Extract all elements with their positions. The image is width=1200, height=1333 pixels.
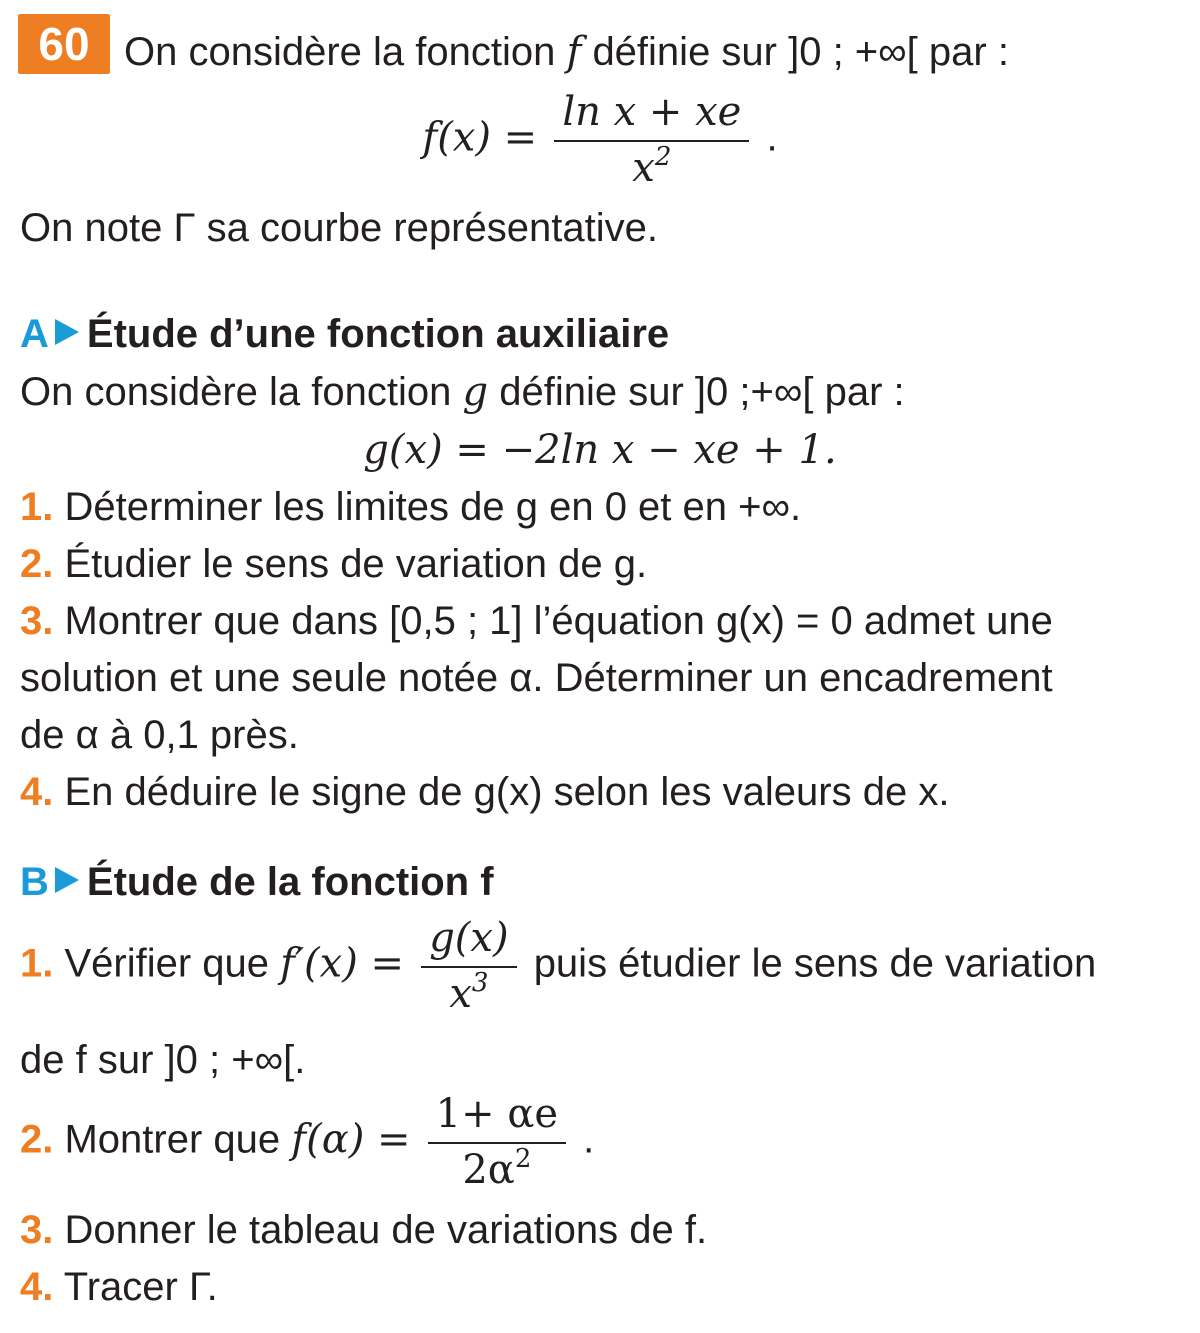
f-definition-end: . [766, 115, 778, 160]
section-a-letter: A [20, 312, 49, 356]
question-text-post: . [583, 1117, 595, 1162]
g-definition [0, 427, 1200, 473]
f-alpha-denominator-base: 2α [462, 1147, 515, 1193]
derivative-numerator: g(x) [421, 918, 516, 968]
f-alpha-denominator [428, 1144, 566, 1193]
triangle-arrow-icon [55, 319, 79, 345]
question-text: Étudier le sens de variation de g. [64, 542, 648, 586]
question-text-post: puis étudier le sens de variation [533, 941, 1097, 986]
question-b1-continued: de f sur ]0 ; +∞[. [20, 1038, 306, 1082]
triangle-arrow-icon [55, 867, 79, 893]
intro-text: On considère la fonction [124, 30, 556, 74]
f-definition-lhs: f(x) = [422, 114, 538, 161]
f-definition [0, 89, 1200, 191]
question-text: Donner le tableau de variations de f. [64, 1208, 708, 1252]
derivative-denominator-exponent: 3 [471, 968, 489, 998]
section-a-title: Étude d’une fonction auxiliaire [86, 312, 670, 356]
question-b2 [20, 1091, 595, 1193]
question-number: 3. [20, 599, 54, 643]
f-definition-fraction [554, 89, 749, 191]
intro-function-name: f [566, 29, 582, 75]
question-number: 4. [20, 770, 54, 814]
derivative-denominator [421, 968, 516, 1017]
f-alpha-fraction [428, 1091, 566, 1193]
f-definition-numerator: ln x + xe [554, 92, 749, 142]
exercise-number-badge: 60 [18, 14, 110, 74]
section-a-intro-function: g [462, 369, 489, 415]
question-text: Tracer Γ. [63, 1265, 218, 1309]
question-number: 2. [20, 1117, 54, 1162]
section-a-intro-post: définie sur ]0 ;+∞[ par : [499, 370, 905, 414]
question-text: En déduire le signe de g(x) selon les valeurs de x. [64, 770, 950, 814]
question-b4 [20, 1267, 218, 1307]
f-denominator-base: x [632, 145, 655, 191]
question-b3 [20, 1210, 707, 1250]
section-b-title: Étude de la fonction f [86, 860, 494, 904]
question-number: 1. [20, 941, 54, 986]
question-a2 [20, 544, 647, 584]
question-b1 [20, 915, 1097, 1017]
question-number: 1. [20, 485, 54, 529]
question-a1 [20, 487, 801, 527]
section-b-heading [20, 862, 494, 902]
derivative-denominator-base: x [449, 971, 472, 1017]
derivative-fraction [421, 915, 516, 1017]
curve-note: On note Γ sa courbe représentative. [20, 206, 658, 250]
question-number: 3. [20, 1208, 54, 1252]
g-definition-formula: g(x) = −2ln x − xe + 1. [363, 427, 837, 473]
f-definition-denominator [554, 142, 749, 191]
question-a3 [20, 601, 1053, 641]
f-denominator-exponent: 2 [654, 142, 672, 172]
derivative-lhs: f′(x) = [280, 940, 405, 987]
question-a3-continued-2: de α à 0,1 près. [20, 713, 299, 757]
f-alpha-lhs: f(α) = [291, 1116, 411, 1163]
intro-domain: définie sur ]0 ; +∞[ par : [592, 30, 1009, 74]
question-text-pre: Vérifier que [64, 941, 270, 986]
question-number: 2. [20, 542, 54, 586]
f-alpha-numerator: 1+ αe [428, 1094, 566, 1144]
question-a4 [20, 772, 949, 812]
question-number: 4. [20, 1265, 54, 1309]
question-text: Déterminer les limites de g en 0 et en +∞. [64, 485, 802, 529]
section-a-intro [20, 369, 905, 415]
question-a3-continued-1: solution et une seule notée α. Déterminer un encadrement [20, 656, 1053, 700]
section-a-intro-pre: On considère la fonction [20, 370, 452, 414]
section-a-heading [20, 314, 669, 354]
section-b-letter: B [20, 860, 49, 904]
question-text: Montrer que dans [0,5 ; 1] l’équation g(x) = 0 admet une [64, 599, 1053, 643]
f-alpha-denominator-exponent: 2 [514, 1144, 532, 1174]
question-text-pre: Montrer que [64, 1117, 281, 1162]
exercise-intro [124, 29, 1009, 75]
